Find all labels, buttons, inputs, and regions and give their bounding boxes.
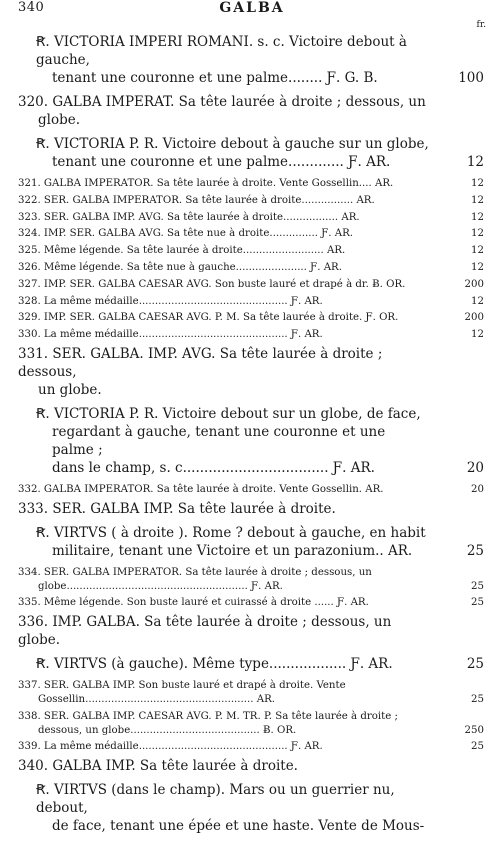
entry-price: 12	[471, 295, 484, 307]
entry-text: 320. GALBA IMPERAT. Sa tête laurée à droite ; dessous, un	[18, 94, 426, 110]
coin-entry	[18, 278, 484, 292]
reverse-entry	[18, 781, 484, 835]
entry-text: Ꞧ. VICTORIA P. R. Victoire debout à gauche sur un globe,	[36, 136, 429, 152]
entry-text: 332. GALBA IMPERATOR. Sa tête laurée à droite. Vente Gossellin. AR.	[18, 483, 384, 495]
entry-text: 325. Même légende. Sa tête laurée à droite......................... AR.	[18, 245, 346, 257]
entry-text: 333. SER. GALBA IMP. Sa tête laurée à droite.	[18, 500, 336, 517]
entry-text: 334. SER. GALBA IMPERATOR. Sa tête laurée à droite ; dessous, un	[18, 566, 372, 578]
coin-entry	[18, 345, 484, 399]
entry-text: Ꞧ. VICTORIA IMPERI ROMANI. s. c. Victoire debout à gauche,	[36, 34, 407, 68]
entry-price: 12	[471, 245, 484, 257]
page-number: 340	[18, 0, 45, 15]
coin-entry	[18, 194, 484, 208]
entry-text: 339. La même médaille.............................................. Ƒ. AR.	[18, 741, 323, 753]
entry-price: 12	[471, 329, 484, 341]
entry-price: 12	[471, 261, 484, 273]
coin-entry	[18, 500, 484, 518]
entry-price: 250	[464, 724, 484, 736]
entry-text-continued: regardant à gauche, tenant une couronne et une palme ;	[52, 423, 386, 458]
entry-price: 12	[471, 228, 484, 240]
running-head: GALBA	[219, 0, 285, 16]
entry-price: 25	[466, 656, 484, 673]
entry-price: 25	[471, 693, 484, 705]
reverse-entry	[18, 524, 484, 560]
entry-text-continued: un globe.	[38, 381, 102, 398]
entry-price: 20	[466, 459, 484, 476]
reverse-entry	[18, 655, 484, 673]
entry-text: 340. GALBA IMP. Sa tête laurée à droite.	[18, 758, 298, 775]
coin-entry	[18, 740, 484, 754]
entry-text: Ꞧ. VIRTVS (à gauche). Même type.................. Ƒ. AR.	[36, 656, 393, 673]
coin-entry	[18, 177, 484, 191]
entry-text-continued: dans le champ, s. c.................................. Ƒ. AR.	[52, 459, 375, 476]
entry-text-continued: tenant une couronne et une palme............. Ƒ. AR.	[52, 154, 391, 170]
entry-text-continued: Gossellin.................................................... AR.	[38, 693, 275, 705]
entry-price: 100	[458, 70, 484, 86]
entry-text: Ꞧ. VIRTVS ( à droite ). Rome ? debout à gauche, en habit	[36, 524, 426, 541]
entry-text: 328. La même médaille.............................................. Ƒ. AR.	[18, 295, 323, 307]
page-header	[18, 0, 486, 30]
reverse-entry	[18, 33, 484, 87]
entry-price: 12	[466, 154, 484, 170]
entry-text: 327. IMP. SER. GALBA CAESAR AVG. Son buste lauré et drapé à dr. Ƀ. OR.	[18, 278, 406, 290]
entry-price: 12	[471, 178, 484, 189]
entry-text: 337. SER. GALBA IMP. Son buste lauré et drapé à droite. Vente	[18, 680, 346, 692]
coin-entry	[18, 483, 484, 497]
entry-text: 331. SER. GALBA. IMP. AVG. Sa tête laurée à droite ; dessous,	[18, 345, 383, 380]
entry-text-continued: de face, tenant une épée et une haste. Vente de Mous-	[52, 818, 425, 835]
coin-entry	[18, 227, 484, 241]
price-unit-label: fr.	[476, 20, 486, 30]
coin-entry	[18, 596, 484, 610]
coin-entry	[18, 710, 484, 738]
entry-price: 200	[464, 278, 484, 290]
entry-price: 25	[471, 741, 484, 753]
entry-price: 200	[464, 312, 484, 324]
entry-text: 326. Même légende. Sa tête nue à gauche...................... Ƒ. AR.	[18, 261, 342, 273]
entry-text: Ꞧ. VICTORIA P. R. Victoire debout sur un globe, de face,	[36, 405, 421, 422]
entry-text-continued: globe........................................................ Ƒ. AR.	[38, 580, 283, 592]
coin-entry	[18, 261, 484, 275]
entry-text: 329. IMP. SER. GALBA CAESAR AVG. P. M. Sa tête laurée à droite. Ƒ. OR.	[18, 312, 399, 324]
entry-price: 12	[471, 194, 484, 206]
entry-text: 323. SER. GALBA IMP. AVG. Sa tête laurée à droite................. AR.	[18, 211, 360, 223]
coin-entry	[18, 93, 484, 129]
coin-entry	[18, 244, 484, 258]
entry-text: 322. SER. GALBA IMPERATOR. Sa tête laurée à droite................ AR.	[18, 194, 375, 206]
coin-entry	[18, 295, 484, 309]
entry-text-continued: tenant une couronne et une palme........ Ƒ. G. B.	[52, 70, 378, 86]
entry-price: 12	[471, 211, 484, 223]
reverse-entry	[18, 405, 484, 477]
entry-text: 338. SER. GALBA IMP. CAESAR AVG. P. M. TR. P. Sa tête laurée à droite ;	[18, 710, 398, 722]
coin-entry	[18, 328, 484, 342]
entry-price: 25	[471, 580, 484, 592]
entry-text-continued: globe.	[38, 112, 81, 128]
coin-entry	[18, 613, 484, 649]
entry-text: Ꞧ. VIRTVS (dans le champ). Mars ou un guerrier nu, debout,	[36, 782, 395, 817]
entry-text-continued: dessous, un globe........................................ Ƀ. OR.	[38, 724, 297, 736]
coin-entry	[18, 757, 484, 775]
entry-text: 336. IMP. GALBA. Sa tête laurée à droite ; dessous, un globe.	[18, 614, 392, 649]
entry-price: 25	[471, 597, 484, 609]
catalogue-entries	[18, 30, 484, 841]
coin-entry	[18, 566, 484, 594]
entry-text: 335. Même légende. Son buste lauré et cuirassé à droite ...... Ƒ. AR.	[18, 597, 369, 609]
entry-price: 20	[471, 483, 484, 495]
coin-entry	[18, 679, 484, 707]
entry-text: 324. IMP. SER. GALBA AVG. Sa tête nue à droite............... Ƒ. AR.	[18, 228, 354, 240]
entry-text: 321. GALBA IMPERATOR. Sa tête laurée à droite. Vente Gossellin.... AR.	[18, 178, 394, 189]
entry-price: 25	[466, 542, 484, 559]
coin-entry	[18, 211, 484, 225]
coin-entry	[18, 311, 484, 325]
reverse-entry	[18, 135, 484, 171]
entry-text-continued: militaire, tenant une Victoire et un parazonium.. AR.	[52, 542, 413, 559]
entry-text: 330. La même médaille.............................................. Ƒ. AR.	[18, 329, 323, 341]
